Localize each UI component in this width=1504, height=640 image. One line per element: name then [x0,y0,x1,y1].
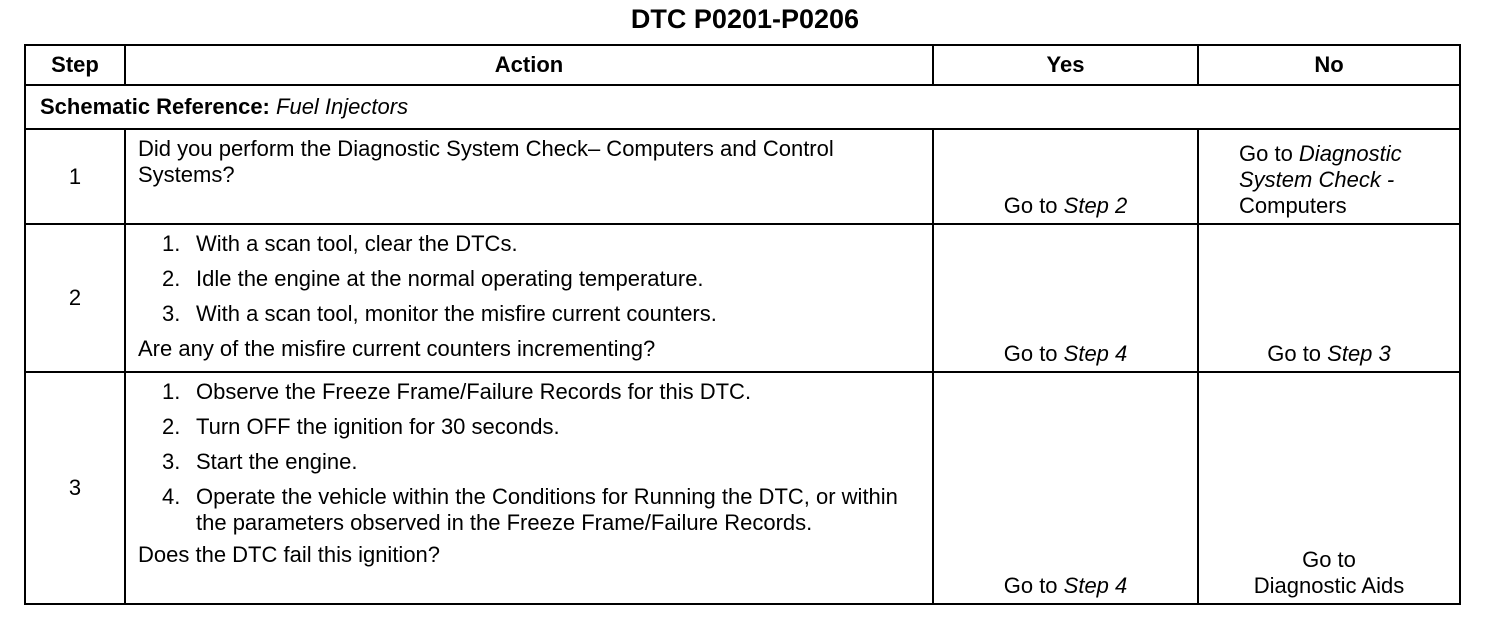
no-cell [1198,372,1460,604]
no-line1: Go to [1302,547,1356,572]
action-question: Are any of the misfire current counters incrementing? [138,336,656,361]
no-link[interactable]: Diagnostic Aids [1253,573,1405,598]
schematic-label: Schematic Reference: [40,94,270,119]
table-row [25,372,1460,604]
no-prefix: Go to [1239,141,1299,166]
action-item: 1. With a scan tool, clear the DTCs. [162,231,518,256]
step-number: 3 [25,372,125,604]
action-cell [125,372,933,604]
action-item: 3. Start the engine. [162,449,358,474]
action-question: Does the DTC fail this ignition? [138,542,441,567]
yes-link[interactable]: Step 2 [1063,193,1128,218]
no-cell [1198,129,1460,224]
yes-cell [933,224,1198,372]
action-item: 3. With a scan tool, monitor the misfire current counters. [162,301,717,326]
table-row [25,224,1460,372]
header-no: No [1198,45,1460,85]
no-cell [1198,224,1460,372]
table-row [25,129,1460,224]
action-item: 4. Operate the vehicle within the Conditions for Running the DTC, or within the parameters observed in the Freeze Frame/Failure Records. [162,484,898,535]
no-link[interactable]: Step 3 [1327,341,1391,366]
action-cell [125,224,933,372]
header-yes: Yes [933,45,1198,85]
yes-cell [933,129,1198,224]
no-suffix: Computers [1239,193,1347,218]
yes-prefix: Go to [1003,573,1064,598]
schematic-reference [25,85,1460,129]
action-question: Did you perform the Diagnostic System Check– Computers and Control Systems? [138,136,834,187]
page-title: DTC P0201-P0206 [630,4,860,34]
yes-prefix: Go to [1003,193,1064,218]
step-number: 2 [25,224,125,372]
yes-cell [933,372,1198,604]
yes-prefix: Go to [1003,341,1064,366]
header-step: Step [25,45,125,85]
no-link[interactable]: Diagnostic System Check - [1239,141,1402,192]
yes-link[interactable]: Step 4 [1063,573,1128,598]
action-item: 1. Observe the Freeze Frame/Failure Records for this DTC. [162,379,752,404]
schematic-value: Fuel Injectors [276,94,409,119]
header-action: Action [125,45,933,85]
action-list [138,231,924,327]
action-item: 2. Turn OFF the ignition for 30 seconds. [162,414,560,439]
schematic-row [25,85,1460,129]
diagnostic-table [24,44,1461,605]
step-number: 1 [25,129,125,224]
no-prefix: Go to [1267,341,1328,366]
action-item: 2. Idle the engine at the normal operating temperature. [162,266,704,291]
yes-link[interactable]: Step 4 [1063,341,1128,366]
header-row [25,45,1460,85]
action-list [138,379,924,536]
action-cell [125,129,933,224]
